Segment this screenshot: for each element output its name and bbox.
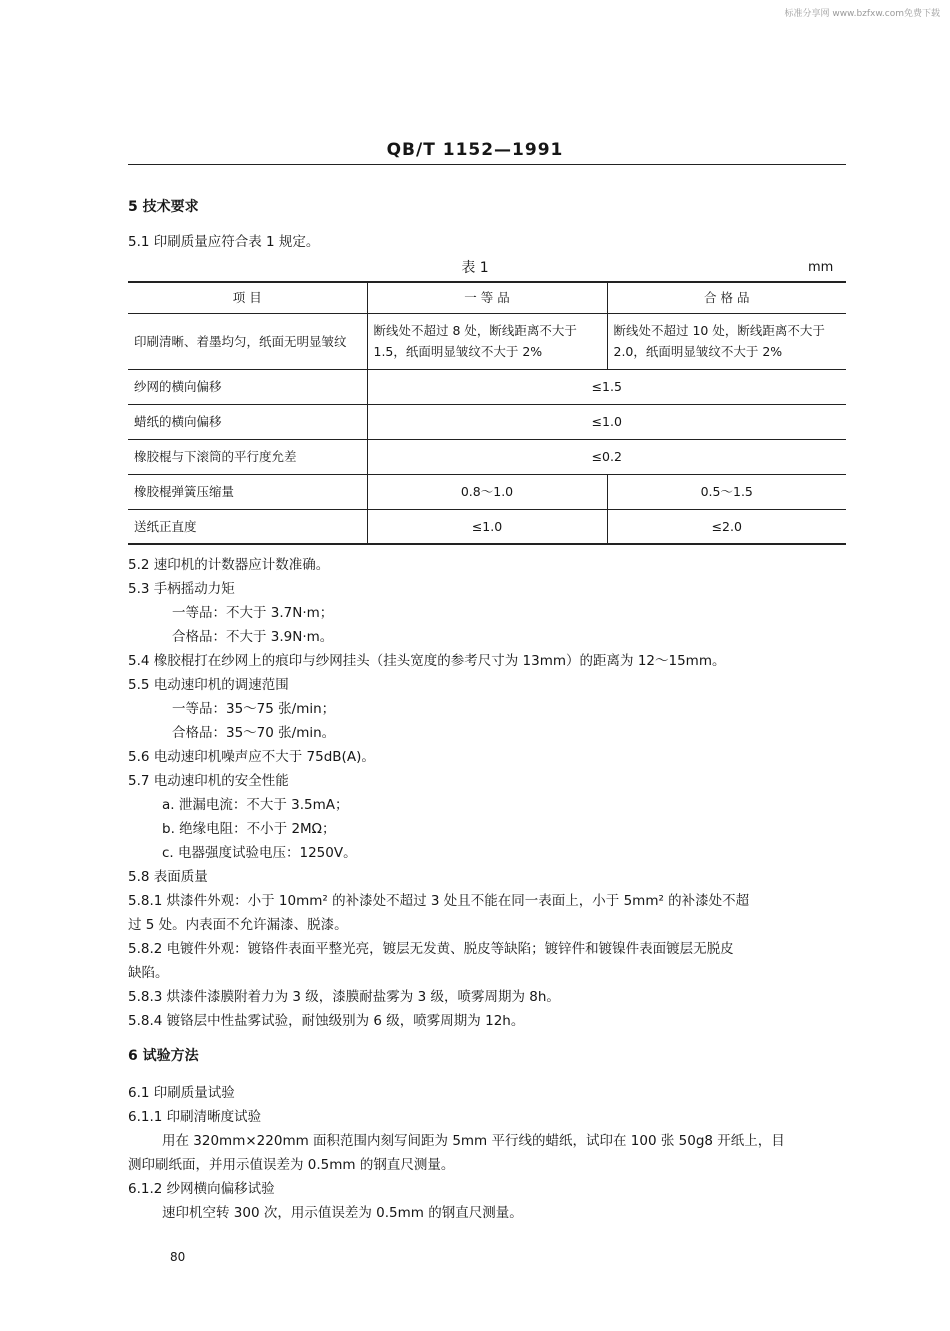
clause-5-6: 5.6 电动速印机噪声应不大于 75dB(A)。 [128,749,375,765]
table-row [128,439,846,474]
clause-6-1-2-line1: 速印机空转 300 次，用示值误差为 0.5mm 的钢直尺测量。 [162,1205,523,1221]
table-row [128,313,846,369]
row-item: 橡胶棍与下滚筒的平行度允差 [128,439,367,474]
clause-5-8-4: 5.8.4 镀铬层中性盐雾试验，耐蚀级别为 6 级，喷雾周期为 12h。 [128,1013,525,1029]
header-first-grade: 一 等 品 [367,282,607,313]
clause-5-8: 5.8 表面质量 [128,869,208,885]
clause-5-7: 5.7 电动速印机的安全性能 [128,773,289,789]
clause-5-7-b: b. 绝缘电阻：不小于 2MΩ； [162,821,336,837]
clause-5-7-c: c. 电器强度试验电压：1250V。 [162,845,357,861]
clause-6-1: 6.1 印刷质量试验 [128,1085,235,1101]
clause-5-5-first: 一等品：35～75 张/min； [172,701,336,717]
clause-5-8-1-line2: 过 5 处。内表面不允许漏漆、脱漆。 [128,917,348,933]
row-item: 送纸正直度 [128,509,367,544]
clause-5-5-qualified: 合格品：35～70 张/min。 [172,725,336,741]
clause-5-3-qualified: 合格品：不大于 3.9N·m。 [172,629,334,645]
table-row [128,369,846,404]
clause-5-8-1-line1: 5.8.1 烘漆件外观：小于 10mm² 的补漆处不超过 3 处且不能在同一表面上，小于 5mm² 的补漆处不超 [128,893,750,909]
clause-6-1-1: 6.1.1 印刷清晰度试验 [128,1109,262,1125]
table-row [128,509,846,544]
row-merged-value: ≤0.2 [367,439,846,474]
header-qualified: 合 格 品 [607,282,846,313]
table-caption: 表 1 [461,260,489,276]
row-merged-value: ≤1.5 [367,369,846,404]
table-row [128,474,846,509]
row-qualified: ≤2.0 [607,509,846,544]
row-first-grade: 0.8～1.0 [367,474,607,509]
clause-5-8-2-line1: 5.8.2 电镀件外观：镀铬件表面平整光亮，镀层无发黄、脱皮等缺陷；镀锌件和镀镍件表面镀层无脱皮 [128,941,734,957]
clause-6-1-1-line1: 用在 320mm×220mm 面积范围内刻写间距为 5mm 平行线的蜡纸，试印在 100 张 50g8 开纸上，目 [162,1133,785,1149]
document-code: QB/T 1152—1991 [386,140,564,160]
clause-5-2: 5.2 速印机的计数器应计数准确。 [128,557,330,573]
row-item: 纱网的横向偏移 [128,369,367,404]
clause-5-5: 5.5 电动速印机的调速范围 [128,677,289,693]
table-unit: mm [808,260,834,275]
spec-table [128,281,846,545]
clause-5-4: 5.4 橡胶棍打在纱网上的痕印与纱网挂头（挂头宽度的参考尺寸为 13mm）的距离为 12～15mm。 [128,653,726,669]
row-item: 印刷清晰、着墨均匀，纸面无明显皱纹 [128,313,367,369]
table-row [128,404,846,439]
clause-5-8-3: 5.8.3 烘漆件漆膜附着力为 3 级，漆膜耐盐雾为 3 级，喷雾周期为 8h。 [128,989,560,1005]
row-first-grade: ≤1.0 [367,509,607,544]
row-qualified: 0.5～1.5 [607,474,846,509]
row-merged-value: ≤1.0 [367,404,846,439]
row-item: 橡胶棍弹簧压缩量 [128,474,367,509]
clause-5-1: 5.1 印刷质量应符合表 1 规定。 [128,234,320,250]
header-item: 项 目 [128,282,367,313]
row-item: 蜡纸的横向偏移 [128,404,367,439]
row-first-grade: 断线处不超过 8 处，断线距离不大于 1.5，纸面明显皱纹不大于 2% [367,313,607,369]
clause-5-7-a: a. 泄漏电流：不大于 3.5mA； [162,797,349,813]
table-header-row [128,282,846,313]
header-rule [128,164,846,165]
clause-5-3-first: 一等品：不大于 3.7N·m； [172,605,334,621]
page-number: 80 [170,1250,186,1264]
row-qualified: 断线处不超过 10 处，断线距离不大于 2.0，纸面明显皱纹不大于 2% [607,313,846,369]
clause-6-1-2: 6.1.2 纱网横向偏移试验 [128,1181,275,1197]
clause-5-8-2-line2: 缺陷。 [128,965,169,981]
section-6-heading: 6 试验方法 [128,1048,199,1064]
clause-5-3: 5.3 手柄摇动力矩 [128,581,235,597]
watermark: 标准分享网 www.bzfxw.com免费下载 [784,9,940,19]
clause-6-1-1-line2: 测印刷纸面，并用示值误差为 0.5mm 的钢直尺测量。 [128,1157,455,1173]
section-5-heading: 5 技术要求 [128,199,199,215]
